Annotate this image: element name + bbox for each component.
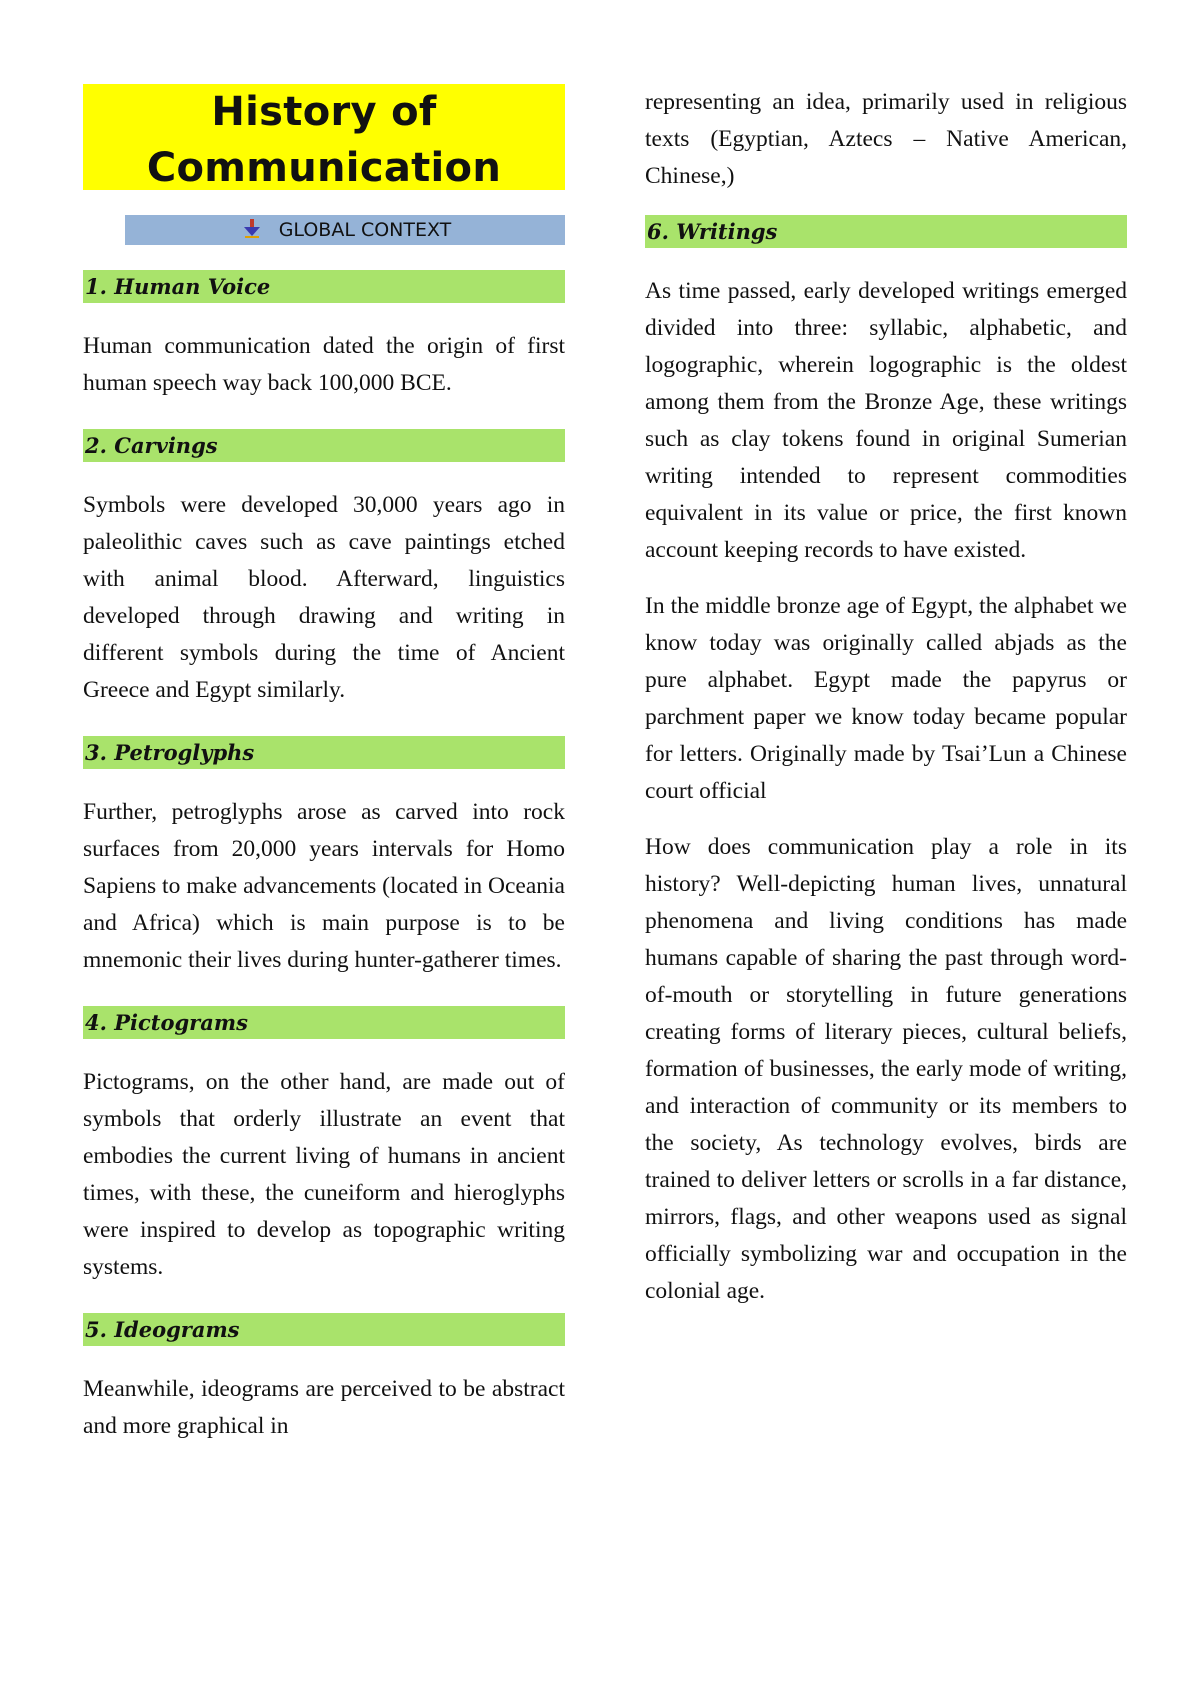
section-heading-petroglyphs: 3. Petroglyphs (83, 736, 565, 769)
section-heading-pictograms: 4. Pictograms (83, 1006, 565, 1039)
writings-paragraph: As time passed, early developed writings emerged divided into three: syllabic, alphabetic, and logographic, wherein logographic is the oldest among them from the Bronze Age, these writings such as clay tokens found in original Sumerian writing intended to represent commodities equivalent in its value or price, the first known account keeping records to have existed. (645, 278, 1127, 563)
document-title (83, 84, 565, 190)
section-body-carvings: Symbols were developed 30,000 years ago in paleolithic caves such as cave paintings etched with animal blood. Afterward, linguistics developed through drawing and writing in different symbols during the time of Ancient Greece and Egypt similarly. (83, 492, 565, 703)
section-body-pictograms: Pictograms, on the other hand, are made out of symbols that orderly illustrate an event that embodies the current living of humans in ancient times, with these, the cuneiform and hieroglyphs were inspired to develop as topographic writing systems. (83, 1069, 565, 1280)
section-heading-human-voice: 1. Human Voice (83, 270, 565, 303)
left-column (83, 84, 565, 1445)
section-heading-ideograms: 5. Ideograms (83, 1313, 565, 1346)
section-body-ideograms: Meanwhile, ideograms are perceived to be abstract and more graphical in (83, 1376, 565, 1439)
ideograms-continuation: representing an idea, primarily used in religious texts (Egyptian, Aztecs – Native American, Chinese,) (645, 89, 1127, 189)
section-heading-carvings: 2. Carvings (83, 429, 565, 462)
section-body-human-voice: Human communication dated the origin of first human speech way back 100,000 BCE. (83, 333, 565, 396)
egypt-paragraph: In the middle bronze age of Egypt, the alphabet we know today was originally called abjads as the pure alphabet. Egypt made the papyrus or parchment paper we know today became popular for letters. Originally made by Tsai’Lun a Chinese court official (645, 593, 1127, 804)
global-context-bar (125, 215, 565, 245)
arrow-down-icon (239, 218, 265, 238)
title-line-1: History of (211, 89, 437, 135)
title-line-2: Communication (146, 145, 502, 191)
global-context-label: GLOBAL CONTEXT (278, 219, 452, 241)
section-heading-writings: 6. Writings (645, 215, 1127, 248)
right-column (645, 84, 1127, 1310)
section-body-petroglyphs: Further, petroglyphs arose as carved into rock surfaces from 20,000 years intervals for Homo Sapiens to make advancements (located in Oceania and Africa) which is main purpose is to be mnemonic their lives during hunter-gatherer times. (83, 799, 565, 973)
role-paragraph: How does communication play a role in its history? Well-depicting human lives, unnatural phenomena and living conditions has made humans capable of sharing the past through word-of-mouth or storytelling in future generations creating forms of literary pieces, cultural beliefs, formation of businesses, the early mode of writing, and interaction of community or its members to the society, As technology evolves, birds are trained to deliver letters or scrolls in a far distance, mirrors, flags, and other weapons used as signal officially symbolizing war and occupation in the colonial age. (645, 834, 1127, 1304)
